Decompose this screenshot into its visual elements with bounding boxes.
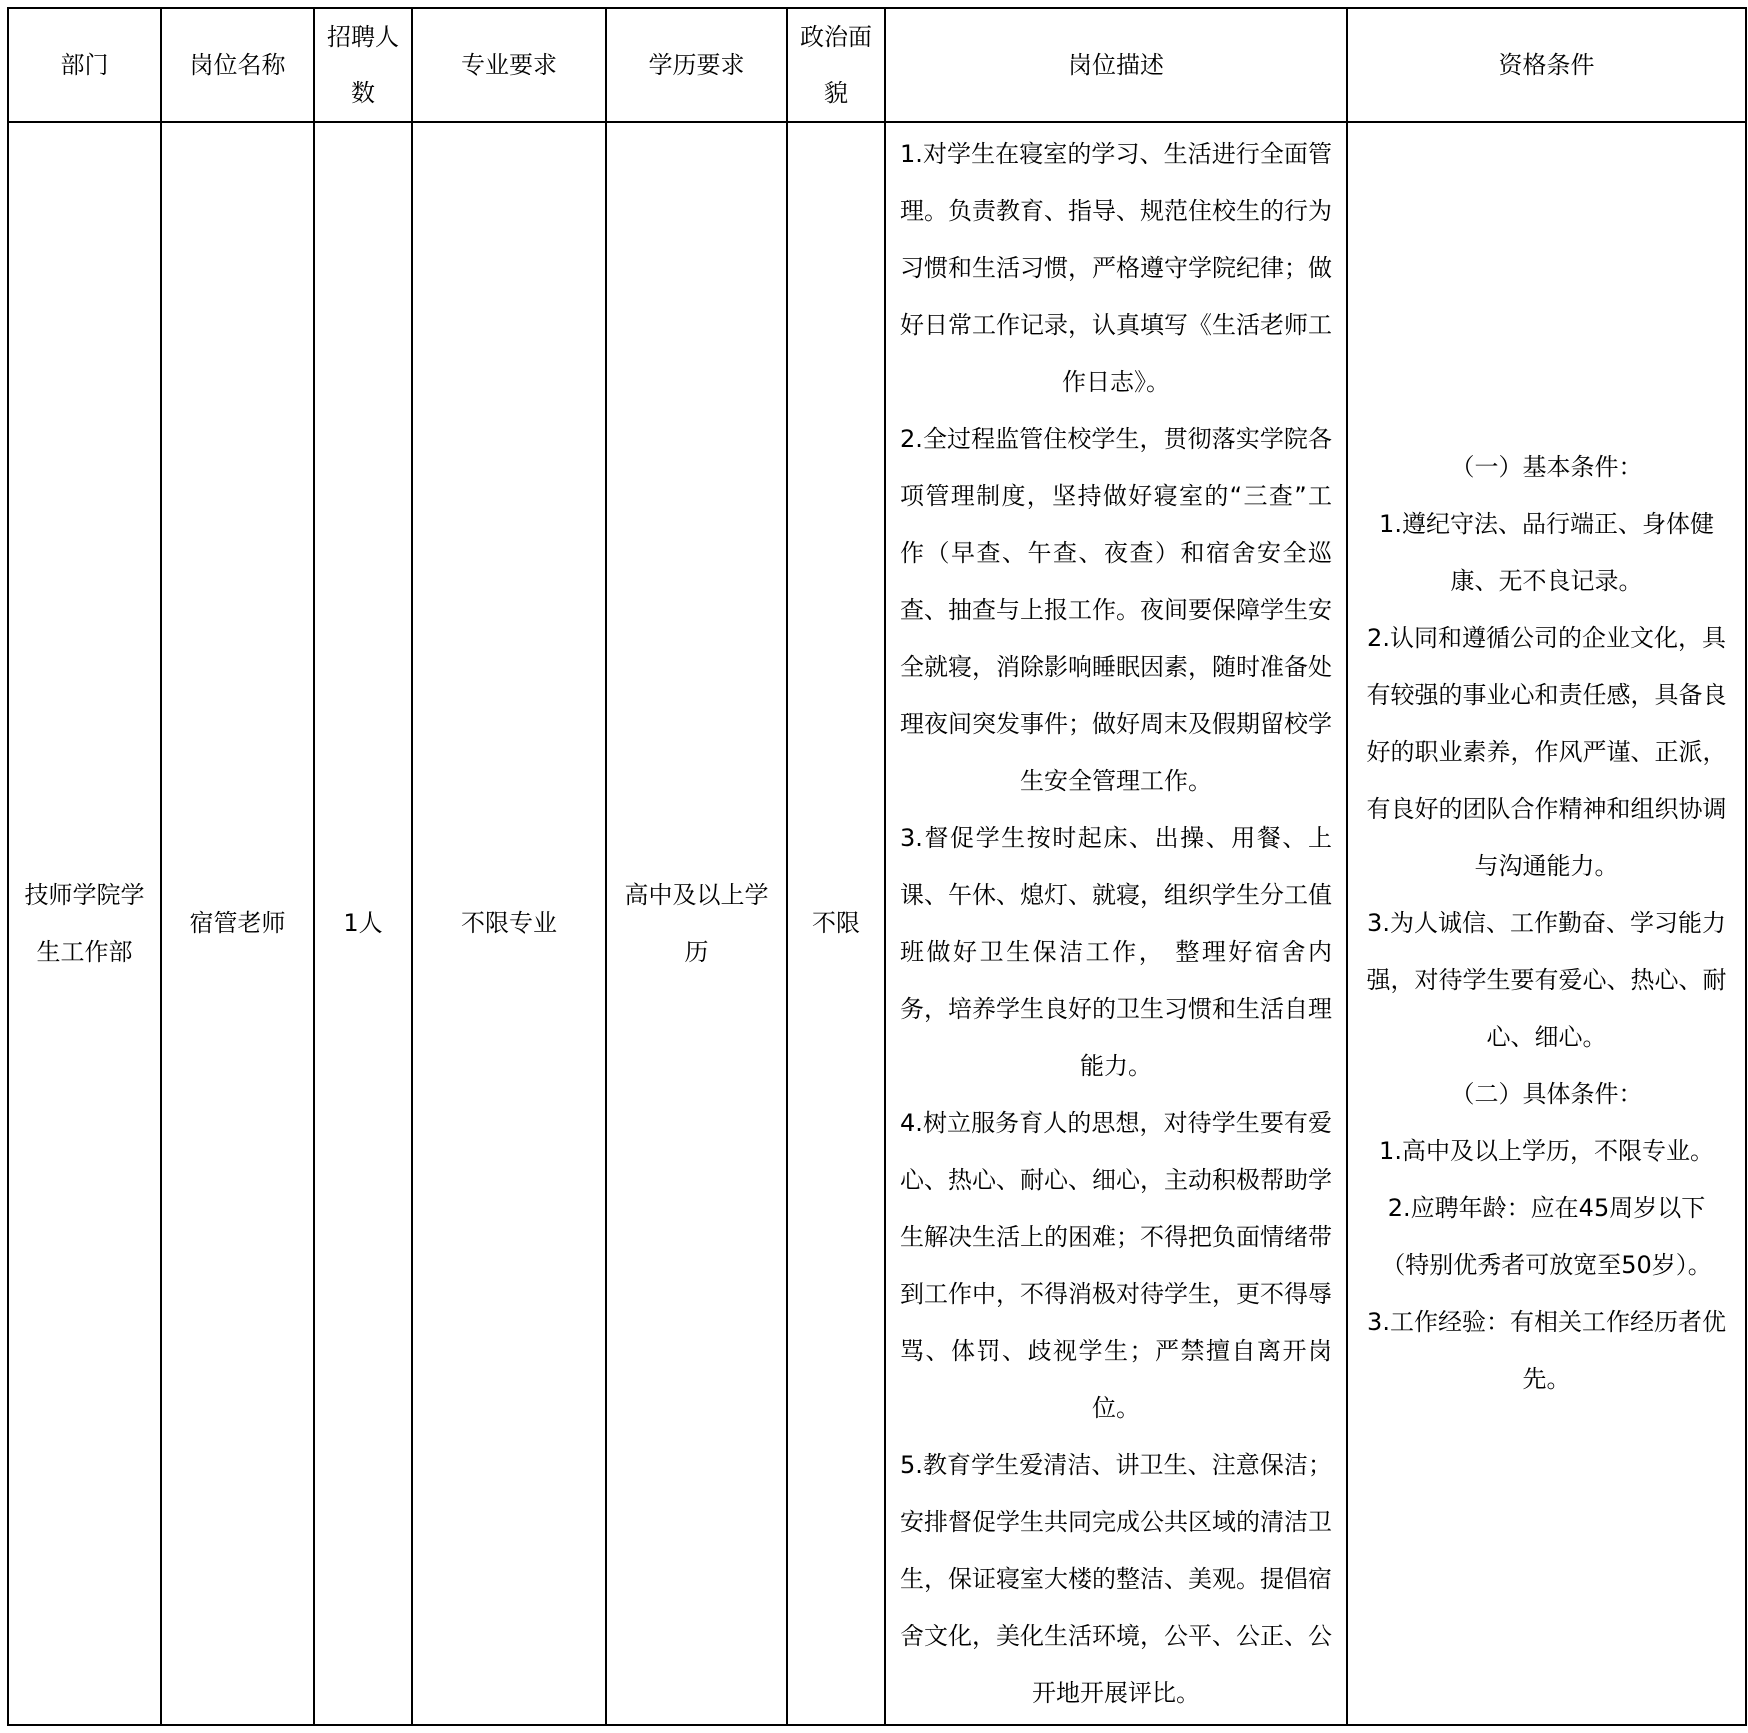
job-posting-table xyxy=(7,7,1747,1726)
cell-count: 1人 xyxy=(314,122,412,1725)
header-department: 部门 xyxy=(8,8,161,122)
qualification-item: 1.高中及以上学历，不限专业。 xyxy=(1379,1137,1714,1165)
table-row xyxy=(8,122,1746,1725)
qualification-section-basic: （一）基本条件： xyxy=(1450,453,1643,481)
qualification-item: 2.认同和遵循公司的企业文化，具有较强的事业心和责任感，具备良好的职业素养，作风严谨、正派，有良好的团队合作精神和组织协调与沟通能力。 xyxy=(1366,624,1727,880)
cell-department: 技师学院学生工作部 xyxy=(8,122,161,1725)
description-item-3: 3.督促学生按时起床、出操、用餐、上课、午休、熄灯、就寝，组织学生分工值班做好卫生保洁工作， 整理好宿舍内务，培养学生良好的卫生习惯和生活自理能力。 xyxy=(900,823,1332,1080)
qualification-item: 3.工作经验：有相关工作经历者优先。 xyxy=(1367,1308,1726,1393)
cell-description xyxy=(885,122,1347,1725)
qualification-item: 3.为人诚信、工作勤奋、学习能力强，对待学生要有爱心、热心、耐心、细心。 xyxy=(1366,909,1727,1051)
description-item-2: 2.全过程监管住校学生，贯彻落实学院各项管理制度，坚持做好寝室的“三查”工作（早查、午查、夜查）和宿舍安全巡查、抽查与上报工作。夜间要保障学生安全就寝，消除影响睡眠因素，随时准备处理夜间突发事件；做好周末及假期留校学生安全管理工作。 xyxy=(900,424,1332,795)
header-description: 岗位描述 xyxy=(885,8,1347,122)
header-count: 招聘人数 xyxy=(314,8,412,122)
header-row xyxy=(8,8,1746,122)
cell-qualifications xyxy=(1347,122,1746,1725)
description-item-5: 5.教育学生爱清洁、讲卫生、注意保洁；安排督促学生共同完成公共区域的清洁卫生，保证寝室大楼的整洁、美观。提倡宿舍文化，美化生活环境，公平、公正、公开地开展评比。 xyxy=(900,1450,1332,1707)
description-item-4: 4.树立服务育人的思想，对待学生要有爱心、热心、耐心、细心，主动积极帮助学生解决生活上的困难；不得把负面情绪带到工作中，不得消极对待学生，更不得辱骂、体罚、歧视学生；严禁擅自离开岗位。 xyxy=(900,1108,1332,1422)
qualification-item: 1.遵纪守法、品行端正、身体健康、无不良记录。 xyxy=(1379,510,1714,595)
header-political: 政治面貌 xyxy=(787,8,885,122)
cell-education: 高中及以上学历 xyxy=(606,122,787,1725)
header-qualifications: 资格条件 xyxy=(1347,8,1746,122)
description-item-1: 1.对学生在寝室的学习、生活进行全面管理。负责教育、指导、规范住校生的行为习惯和生活习惯，严格遵守学院纪律；做好日常工作记录，认真填写《生活老师工作日志》。 xyxy=(900,139,1332,396)
cell-major: 不限专业 xyxy=(412,122,606,1725)
header-major: 专业要求 xyxy=(412,8,606,122)
header-position: 岗位名称 xyxy=(161,8,314,122)
header-education: 学历要求 xyxy=(606,8,787,122)
qualification-item: 2.应聘年龄：应在45周岁以下（特别优秀者可放宽至50岁）。 xyxy=(1381,1194,1712,1279)
cell-political: 不限 xyxy=(787,122,885,1725)
cell-position: 宿管老师 xyxy=(161,122,314,1725)
qualification-section-specific: （二）具体条件： xyxy=(1450,1080,1643,1108)
